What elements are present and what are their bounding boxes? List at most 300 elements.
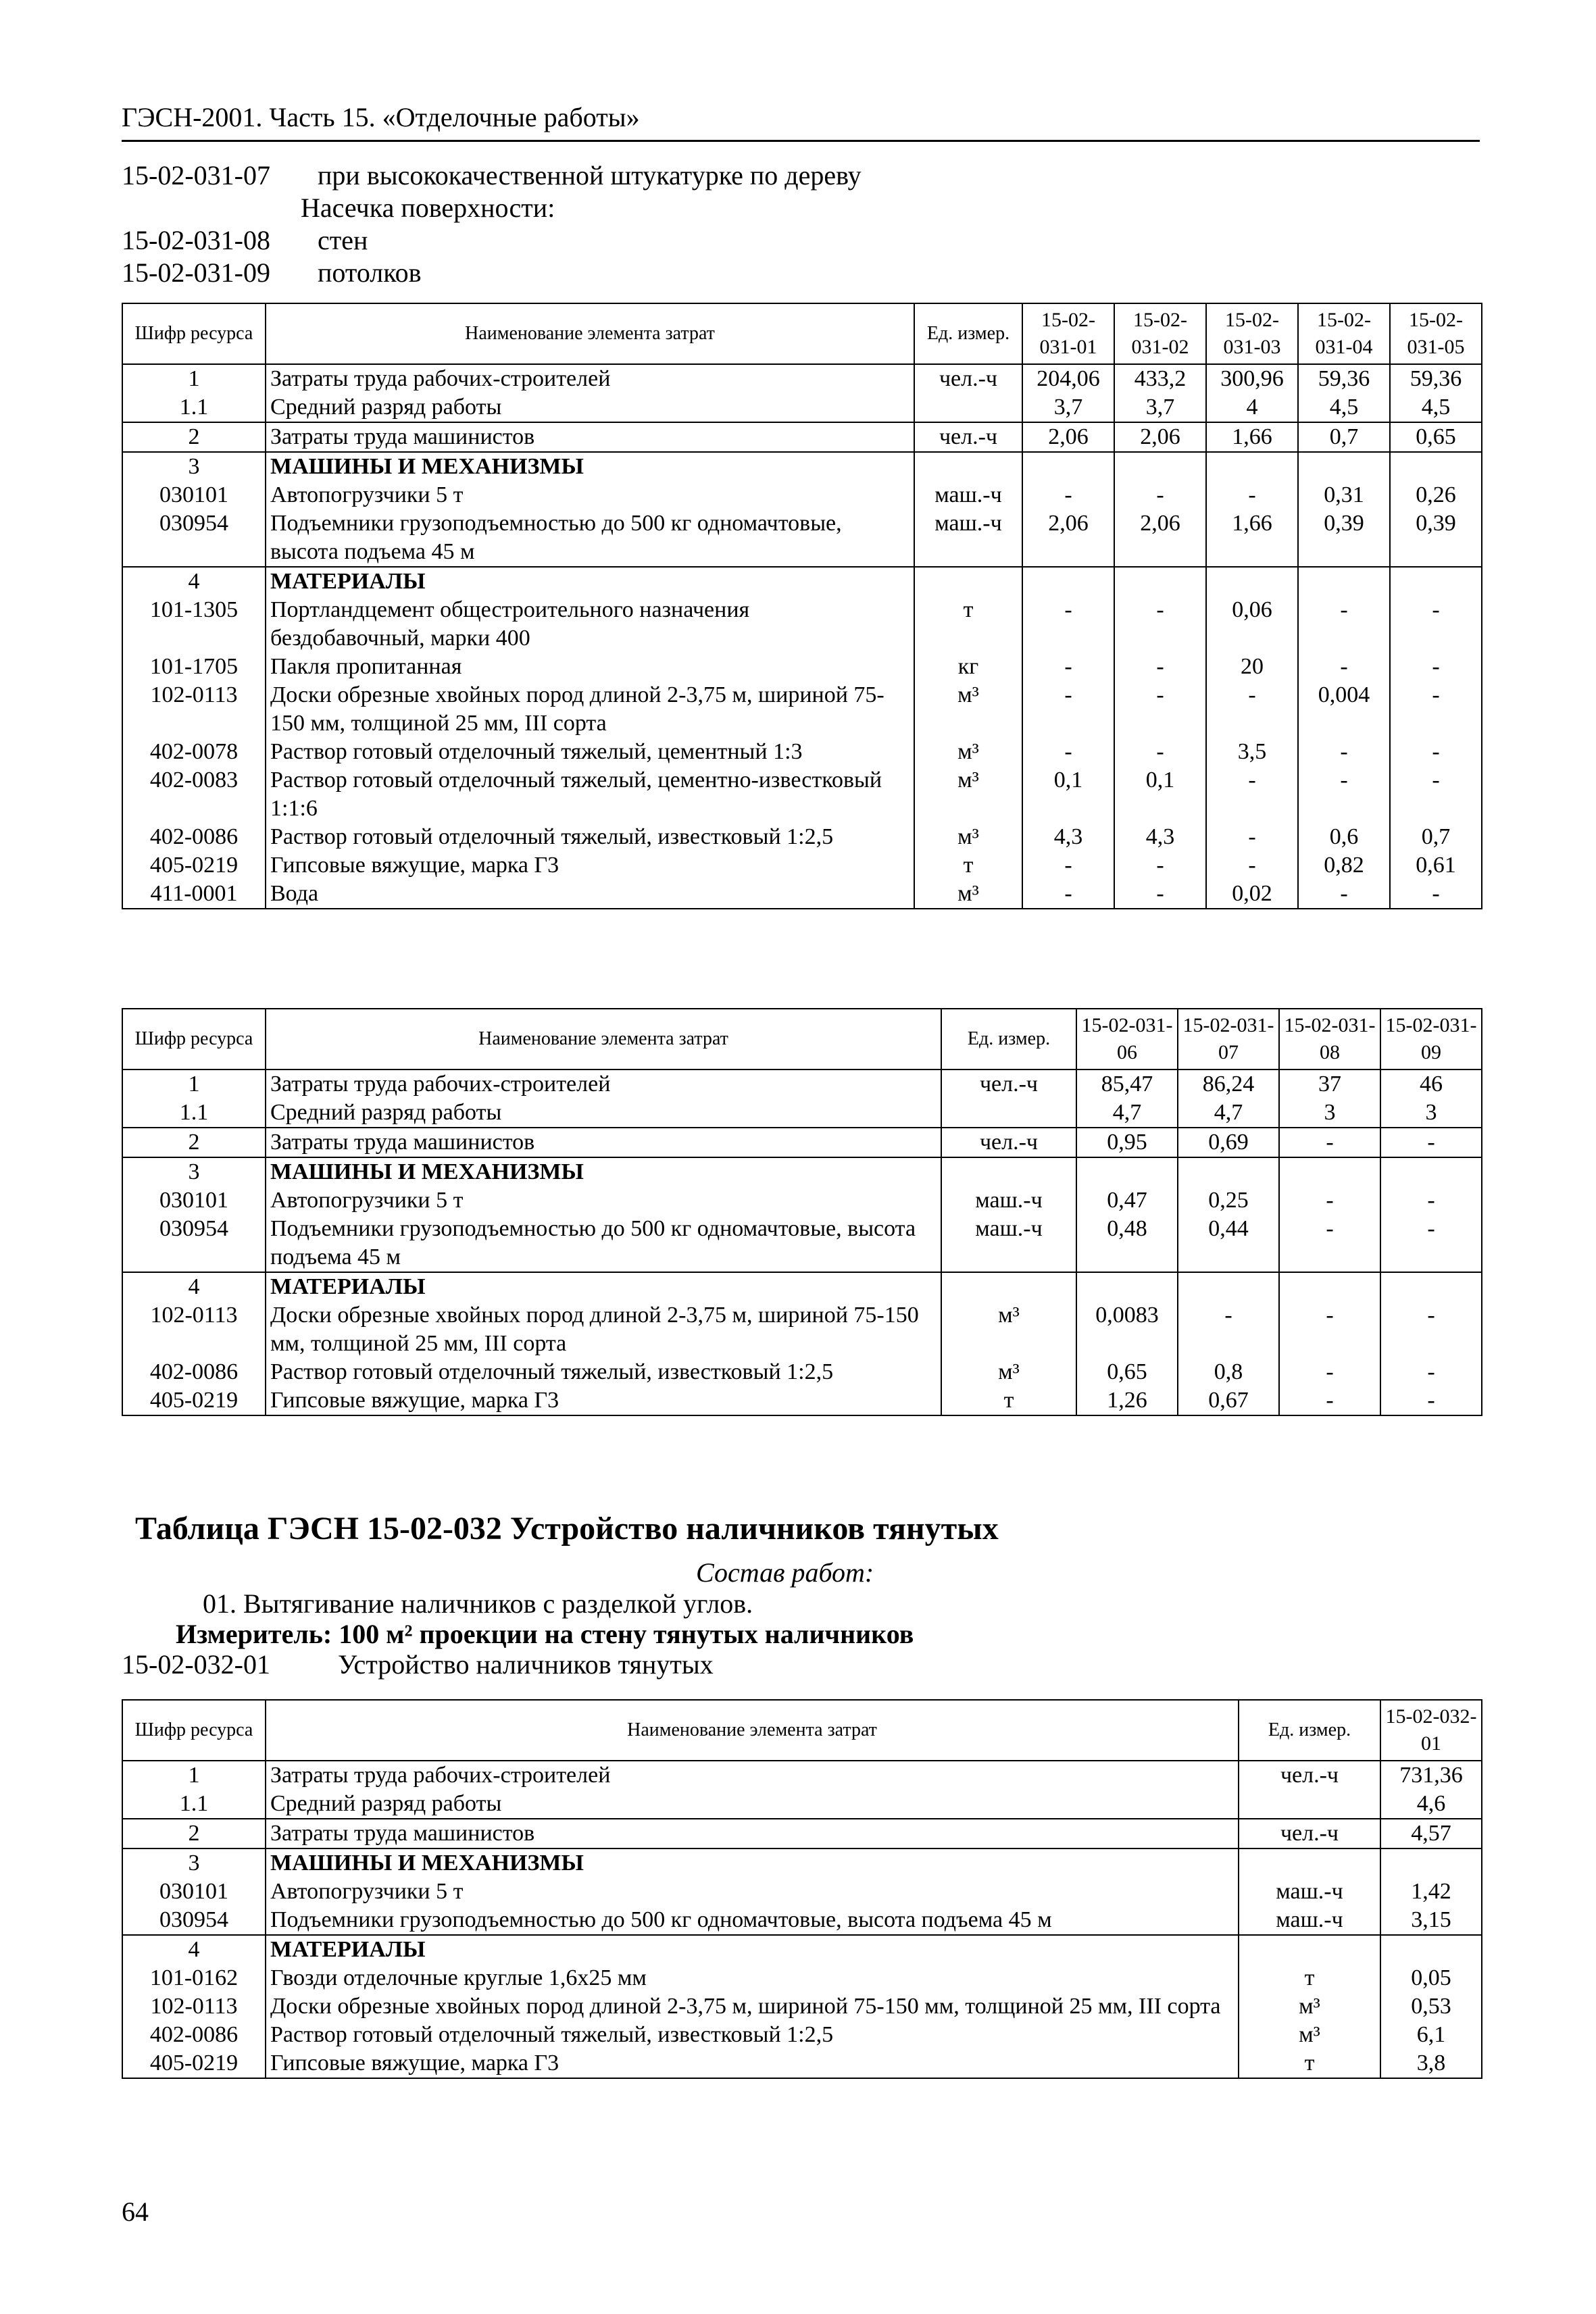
resource-unit: маш.-ч xyxy=(914,481,1022,509)
resource-code: 030101 xyxy=(122,481,266,509)
resource-code: 402-0086 xyxy=(122,1358,266,1386)
column-header-variant: 15-02-031-07 xyxy=(1178,1009,1279,1070)
table-row xyxy=(122,1761,1482,1790)
resource-value: - xyxy=(1298,880,1390,909)
resource-name: Подъемники грузоподъемностью до 500 кг одномачтовые, высота подъема 45 м xyxy=(266,1215,941,1272)
resource-name: Раствор готовый отделочный тяжелый, цементно-известковый 1:1:6 xyxy=(266,766,914,823)
resource-unit xyxy=(1239,1848,1380,1878)
resource-name: МАШИНЫ И МЕХАНИЗМЫ xyxy=(266,1157,941,1186)
table-row xyxy=(122,1790,1482,1819)
column-header-variant: 15-02-031-09 xyxy=(1380,1009,1482,1070)
resource-value: 204,06 xyxy=(1022,364,1114,393)
table-row xyxy=(122,1301,1482,1358)
resource-name: МАТЕРИАЛЫ xyxy=(266,567,914,596)
resource-value: 4,3 xyxy=(1114,823,1206,851)
resource-value: - xyxy=(1022,481,1114,509)
resource-value: 85,47 xyxy=(1076,1070,1178,1099)
resource-value: 1,66 xyxy=(1206,422,1298,452)
resource-code: 3 xyxy=(122,452,266,481)
resource-value xyxy=(1206,452,1298,481)
resource-value xyxy=(1390,452,1482,481)
resource-value: 300,96 xyxy=(1206,364,1298,393)
resource-value: - xyxy=(1380,1128,1482,1157)
resource-value: 0,6 xyxy=(1298,823,1390,851)
resource-code: 030954 xyxy=(122,1906,266,1935)
resource-unit: маш.-ч xyxy=(1239,1906,1380,1935)
variant-code: 15-02-031-08 xyxy=(122,224,270,255)
table-row xyxy=(122,1386,1482,1415)
resource-value: 0,05 xyxy=(1380,1964,1482,1992)
resource-value: - xyxy=(1022,738,1114,766)
resource-value: 4,7 xyxy=(1178,1099,1279,1128)
resource-value xyxy=(1076,1157,1178,1186)
resource-value: 0,31 xyxy=(1298,481,1390,509)
resource-value xyxy=(1022,452,1114,481)
resource-value: 433,2 xyxy=(1114,364,1206,393)
resource-value: 3,7 xyxy=(1114,393,1206,422)
resource-code: 1 xyxy=(122,1070,266,1099)
resource-name: Гипсовые вяжущие, марка Г3 xyxy=(266,1386,941,1415)
resource-value xyxy=(1380,1157,1482,1186)
work-item: 01. Вытягивание наличников с разделкой углов. xyxy=(203,1588,753,1619)
subsection-header xyxy=(122,1649,714,1680)
table-row xyxy=(122,880,1482,909)
resource-unit: т xyxy=(914,851,1022,880)
column-header-unit: Ед. измер. xyxy=(1239,1700,1380,1761)
resource-value xyxy=(1298,452,1390,481)
resource-unit xyxy=(941,1099,1076,1128)
table-row xyxy=(122,1878,1482,1906)
resource-name: Автопогрузчики 5 т xyxy=(266,481,914,509)
table-header-row xyxy=(122,1700,1482,1761)
resource-code: 405-0219 xyxy=(122,2049,266,2078)
resource-unit: чел.-ч xyxy=(914,422,1022,452)
resource-unit xyxy=(1239,1790,1380,1819)
resource-unit xyxy=(941,1157,1076,1186)
resource-code: 405-0219 xyxy=(122,1386,266,1415)
resource-unit: чел.-ч xyxy=(1239,1761,1380,1790)
table-row xyxy=(122,1099,1482,1128)
variant-row xyxy=(122,191,862,224)
resource-name: Раствор готовый отделочный тяжелый, известковый 1:2,5 xyxy=(266,2021,1239,2049)
resource-value xyxy=(1380,1848,1482,1878)
resource-unit: м³ xyxy=(914,766,1022,823)
resource-unit xyxy=(914,567,1022,596)
variant-row xyxy=(122,256,862,288)
resource-value: 3,7 xyxy=(1022,393,1114,422)
resource-value: 0,82 xyxy=(1298,851,1390,880)
resource-value xyxy=(1178,1272,1279,1301)
column-header-variant: 15-02-031-05 xyxy=(1390,303,1482,364)
resource-value: 20 xyxy=(1206,653,1298,681)
resource-name: МАТЕРИАЛЫ xyxy=(266,1935,1239,1964)
resource-table-1 xyxy=(122,303,1482,909)
resource-value: - xyxy=(1390,738,1482,766)
table-row xyxy=(122,509,1482,567)
resource-code: 402-0086 xyxy=(122,823,266,851)
resource-value: 0,004 xyxy=(1298,681,1390,738)
resource-name: Средний разряд работы xyxy=(266,393,914,422)
table-header-row xyxy=(122,303,1482,364)
resource-code: 2 xyxy=(122,1128,266,1157)
resource-name: Затраты труда рабочих-строителей xyxy=(266,364,914,393)
table-header-row xyxy=(122,1009,1482,1070)
resource-code: 3 xyxy=(122,1157,266,1186)
subsection-code: 15-02-032-01 xyxy=(122,1649,270,1680)
resource-code: 030954 xyxy=(122,509,266,567)
resource-value: 0,95 xyxy=(1076,1128,1178,1157)
resource-name: Средний разряд работы xyxy=(266,1790,1239,1819)
resource-code: 411-0001 xyxy=(122,880,266,909)
resource-value xyxy=(1076,1272,1178,1301)
resource-code: 030954 xyxy=(122,1215,266,1272)
column-header-name: Наименование элемента затрат xyxy=(266,1700,1239,1761)
resource-value: 0,26 xyxy=(1390,481,1482,509)
resource-code: 2 xyxy=(122,1819,266,1848)
resource-value: 0,1 xyxy=(1114,766,1206,823)
resource-value: 0,0083 xyxy=(1076,1301,1178,1358)
resource-value: - xyxy=(1206,681,1298,738)
resource-name: Раствор готовый отделочный тяжелый, известковый 1:2,5 xyxy=(266,1358,941,1386)
resource-unit xyxy=(914,452,1022,481)
resource-code: 1.1 xyxy=(122,1790,266,1819)
resource-unit xyxy=(914,393,1022,422)
resource-table-3 xyxy=(122,1699,1482,2079)
resource-name: Затраты труда машинистов xyxy=(266,1128,941,1157)
resource-code: 101-1705 xyxy=(122,653,266,681)
variant-code: 15-02-031-07 xyxy=(122,159,270,191)
resource-value: - xyxy=(1390,681,1482,738)
resource-value: - xyxy=(1114,596,1206,653)
column-header-variant: 15-02-031-02 xyxy=(1114,303,1206,364)
page-header: ГЭСН-2001. Часть 15. «Отделочные работы» xyxy=(122,101,1480,142)
resource-value xyxy=(1279,1272,1380,1301)
resource-value: - xyxy=(1022,653,1114,681)
table-row xyxy=(122,481,1482,509)
resource-name: Портландцемент общестроительного назначения бездобавочный, марки 400 xyxy=(266,596,914,653)
resource-value: 4,57 xyxy=(1380,1819,1482,1848)
resource-value: - xyxy=(1279,1128,1380,1157)
resource-value: 59,36 xyxy=(1390,364,1482,393)
resource-unit: чел.-ч xyxy=(914,364,1022,393)
resource-name: Затраты труда машинистов xyxy=(266,422,914,452)
resource-name: Гипсовые вяжущие, марка Г3 xyxy=(266,851,914,880)
column-header-variant: 15-02-032-01 xyxy=(1380,1700,1482,1761)
resource-unit: м³ xyxy=(914,823,1022,851)
resource-value: 0,25 xyxy=(1178,1186,1279,1215)
resource-unit: чел.-ч xyxy=(941,1070,1076,1099)
resource-name: МАШИНЫ И МЕХАНИЗМЫ xyxy=(266,452,914,481)
resource-name: Раствор готовый отделочный тяжелый, цементный 1:3 xyxy=(266,738,914,766)
table-row xyxy=(122,567,1482,596)
resource-code: 402-0086 xyxy=(122,2021,266,2049)
resource-code: 1.1 xyxy=(122,393,266,422)
resource-name: Гвозди отделочные круглые 1,6x25 мм xyxy=(266,1964,1239,1992)
resource-value: 4,5 xyxy=(1298,393,1390,422)
resource-value: 0,7 xyxy=(1390,823,1482,851)
resource-value: - xyxy=(1298,738,1390,766)
resource-value: 0,47 xyxy=(1076,1186,1178,1215)
unit-of-measure: Измеритель: 100 м² проекции на стену тянутых наличников xyxy=(176,1619,914,1649)
table-row xyxy=(122,1935,1482,1964)
resource-unit: м³ xyxy=(1239,1992,1380,2021)
resource-value: - xyxy=(1022,681,1114,738)
column-header-variant: 15-02-031-04 xyxy=(1298,303,1390,364)
resource-value xyxy=(1206,567,1298,596)
table-row xyxy=(122,1848,1482,1878)
resource-unit: т xyxy=(941,1386,1076,1415)
resource-value: - xyxy=(1206,851,1298,880)
resource-value: 4,7 xyxy=(1076,1099,1178,1128)
resource-value: 46 xyxy=(1380,1070,1482,1099)
section-title: Таблица ГЭСН 15-02-032 Устройство наличников тянутых xyxy=(135,1511,999,1546)
resource-unit: м³ xyxy=(1239,2021,1380,2049)
resource-value: 0,7 xyxy=(1298,422,1390,452)
resource-value: - xyxy=(1114,681,1206,738)
resource-value: 0,53 xyxy=(1380,1992,1482,2021)
resource-value: - xyxy=(1380,1215,1482,1272)
resource-value: - xyxy=(1022,880,1114,909)
resource-value: 731,36 xyxy=(1380,1761,1482,1790)
resource-value: - xyxy=(1380,1358,1482,1386)
resource-name: Доски обрезные хвойных пород длиной 2-3,75 м, шириной 75-150 мм, толщиной 25 мм, III сорта xyxy=(266,681,914,738)
variant-list xyxy=(122,159,862,288)
resource-value xyxy=(1380,1272,1482,1301)
work-composition-label: Состав работ: xyxy=(696,1557,874,1588)
resource-value: - xyxy=(1279,1358,1380,1386)
resource-value: - xyxy=(1279,1186,1380,1215)
table-row xyxy=(122,1128,1482,1157)
table-row xyxy=(122,653,1482,681)
resource-value: 2,06 xyxy=(1114,422,1206,452)
resource-value: - xyxy=(1022,596,1114,653)
resource-value: - xyxy=(1114,738,1206,766)
table-row xyxy=(122,1964,1482,1992)
resource-code: 402-0083 xyxy=(122,766,266,823)
resource-value: - xyxy=(1298,653,1390,681)
resource-table-2 xyxy=(122,1008,1482,1416)
resource-name: Вода xyxy=(266,880,914,909)
resource-value: 6,1 xyxy=(1380,2021,1482,2049)
variant-text: потолков xyxy=(318,257,422,288)
resource-value: 0,65 xyxy=(1076,1358,1178,1386)
resource-value: - xyxy=(1206,823,1298,851)
column-header-name: Наименование элемента затрат xyxy=(266,1009,941,1070)
resource-code: 405-0219 xyxy=(122,851,266,880)
variant-text: при высококачественной штукатурке по дереву xyxy=(318,159,862,191)
resource-value: 3,5 xyxy=(1206,738,1298,766)
resource-value: - xyxy=(1178,1301,1279,1358)
column-header-name: Наименование элемента затрат xyxy=(266,303,914,364)
resource-name: Подъемники грузоподъемностью до 500 кг одномачтовые, высота подъема 45 м xyxy=(266,1906,1239,1935)
resource-code: 1 xyxy=(122,1761,266,1790)
resource-name: Доски обрезные хвойных пород длиной 2-3,75 м, шириной 75-150 мм, толщиной 25 мм, III сорта xyxy=(266,1301,941,1358)
resource-value: - xyxy=(1390,766,1482,823)
resource-value: - xyxy=(1279,1386,1380,1415)
resource-value: 0,02 xyxy=(1206,880,1298,909)
table-row xyxy=(122,823,1482,851)
variant-text: стен xyxy=(318,224,368,255)
resource-code: 4 xyxy=(122,567,266,596)
resource-value: - xyxy=(1380,1301,1482,1358)
table-row xyxy=(122,681,1482,738)
resource-value: 1,66 xyxy=(1206,509,1298,567)
resource-name: Автопогрузчики 5 т xyxy=(266,1186,941,1215)
resource-value: 0,69 xyxy=(1178,1128,1279,1157)
table-row xyxy=(122,393,1482,422)
resource-value: - xyxy=(1279,1301,1380,1358)
resource-value: - xyxy=(1380,1386,1482,1415)
resource-value xyxy=(1114,567,1206,596)
resource-name: МАШИНЫ И МЕХАНИЗМЫ xyxy=(266,1848,1239,1878)
resource-value: - xyxy=(1114,880,1206,909)
resource-unit: маш.-ч xyxy=(914,509,1022,567)
table-row xyxy=(122,364,1482,393)
column-header-variant: 15-02-031-01 xyxy=(1022,303,1114,364)
variant-code: 15-02-031-09 xyxy=(122,257,270,288)
resource-name: Доски обрезные хвойных пород длиной 2-3,75 м, шириной 75-150 мм, толщиной 25 мм, III сорта xyxy=(266,1992,1239,2021)
table-row xyxy=(122,1215,1482,1272)
resource-value: 4,5 xyxy=(1390,393,1482,422)
resource-value: 3 xyxy=(1380,1099,1482,1128)
variant-row xyxy=(122,224,862,256)
resource-value: - xyxy=(1390,880,1482,909)
resource-name: Подъемники грузоподъемностью до 500 кг одномачтовые, высота подъема 45 м xyxy=(266,509,914,567)
table-row xyxy=(122,596,1482,653)
column-header-unit: Ед. измер. xyxy=(914,303,1022,364)
resource-unit xyxy=(1239,1935,1380,1964)
resource-code: 402-0078 xyxy=(122,738,266,766)
column-header-variant: 15-02-031-06 xyxy=(1076,1009,1178,1070)
resource-code: 102-0113 xyxy=(122,1992,266,2021)
resource-value: - xyxy=(1114,653,1206,681)
resource-value: 3 xyxy=(1279,1099,1380,1128)
resource-value: 0,48 xyxy=(1076,1215,1178,1272)
resource-code: 2 xyxy=(122,422,266,452)
resource-name: Затраты труда рабочих-строителей xyxy=(266,1070,941,1099)
resource-value: - xyxy=(1390,596,1482,653)
table-row xyxy=(122,1819,1482,1848)
resource-unit: маш.-ч xyxy=(941,1215,1076,1272)
table-row xyxy=(122,1272,1482,1301)
variant-row xyxy=(122,159,862,191)
resource-unit: м³ xyxy=(941,1358,1076,1386)
resource-name: Затраты труда рабочих-строителей xyxy=(266,1761,1239,1790)
table-row xyxy=(122,1157,1482,1186)
resource-name: Пакля пропитанная xyxy=(266,653,914,681)
table-row xyxy=(122,766,1482,823)
resource-unit: м³ xyxy=(914,738,1022,766)
table-row xyxy=(122,1186,1482,1215)
resource-code: 102-0113 xyxy=(122,681,266,738)
table-row xyxy=(122,2049,1482,2078)
resource-unit: т xyxy=(1239,2049,1380,2078)
resource-code: 3 xyxy=(122,1848,266,1878)
resource-unit: м³ xyxy=(941,1301,1076,1358)
table-row xyxy=(122,1906,1482,1935)
resource-value: - xyxy=(1298,766,1390,823)
resource-code: 030101 xyxy=(122,1878,266,1906)
resource-value: 2,06 xyxy=(1022,509,1114,567)
resource-code: 101-0162 xyxy=(122,1964,266,1992)
resource-value: 0,06 xyxy=(1206,596,1298,653)
resource-value xyxy=(1390,567,1482,596)
resource-unit: т xyxy=(914,596,1022,653)
resource-value: 4,3 xyxy=(1022,823,1114,851)
subsection-text: Устройство наличников тянутых xyxy=(338,1649,714,1680)
column-header-unit: Ед. измер. xyxy=(941,1009,1076,1070)
resource-value: - xyxy=(1206,481,1298,509)
resource-value xyxy=(1380,1935,1482,1964)
variant-text: Насечка поверхности: xyxy=(301,192,555,223)
table-row xyxy=(122,422,1482,452)
resource-value xyxy=(1298,567,1390,596)
resource-value xyxy=(1279,1157,1380,1186)
resource-value: - xyxy=(1390,653,1482,681)
resource-value: 4,6 xyxy=(1380,1790,1482,1819)
resource-value: 2,06 xyxy=(1114,509,1206,567)
resource-code: 1.1 xyxy=(122,1099,266,1128)
resource-value: 2,06 xyxy=(1022,422,1114,452)
resource-name: Автопогрузчики 5 т xyxy=(266,1878,1239,1906)
resource-value: 1,42 xyxy=(1380,1878,1482,1906)
resource-value: 0,1 xyxy=(1022,766,1114,823)
resource-value: 0,61 xyxy=(1390,851,1482,880)
column-header-code: Шифр ресурса xyxy=(122,1700,266,1761)
resource-value: - xyxy=(1114,481,1206,509)
resource-value: 4 xyxy=(1206,393,1298,422)
resource-value xyxy=(1178,1157,1279,1186)
resource-value: 1,26 xyxy=(1076,1386,1178,1415)
resource-unit: чел.-ч xyxy=(1239,1819,1380,1848)
column-header-variant: 15-02-031-08 xyxy=(1279,1009,1380,1070)
resource-name: Средний разряд работы xyxy=(266,1099,941,1128)
resource-unit: маш.-ч xyxy=(941,1186,1076,1215)
resource-code: 101-1305 xyxy=(122,596,266,653)
resource-value: - xyxy=(1279,1215,1380,1272)
resource-code: 4 xyxy=(122,1272,266,1301)
table-row xyxy=(122,452,1482,481)
resource-value: 0,8 xyxy=(1178,1358,1279,1386)
resource-value: - xyxy=(1022,851,1114,880)
resource-value: - xyxy=(1298,596,1390,653)
resource-value xyxy=(1022,567,1114,596)
resource-value: - xyxy=(1114,851,1206,880)
resource-value: 86,24 xyxy=(1178,1070,1279,1099)
resource-unit: т xyxy=(1239,1964,1380,1992)
resource-value: 3,8 xyxy=(1380,2049,1482,2078)
resource-value: 0,67 xyxy=(1178,1386,1279,1415)
column-header-variant: 15-02-031-03 xyxy=(1206,303,1298,364)
resource-value: 3,15 xyxy=(1380,1906,1482,1935)
resource-value xyxy=(1114,452,1206,481)
table-row xyxy=(122,1992,1482,2021)
resource-unit: м³ xyxy=(914,880,1022,909)
resource-value: - xyxy=(1380,1186,1482,1215)
table-row xyxy=(122,2021,1482,2049)
table-row xyxy=(122,1358,1482,1386)
resource-unit xyxy=(941,1272,1076,1301)
resource-value: 0,65 xyxy=(1390,422,1482,452)
resource-name: Гипсовые вяжущие, марка Г3 xyxy=(266,2049,1239,2078)
resource-code: 102-0113 xyxy=(122,1301,266,1358)
table-row xyxy=(122,851,1482,880)
resource-code: 030101 xyxy=(122,1186,266,1215)
table-row xyxy=(122,738,1482,766)
resource-value: - xyxy=(1206,766,1298,823)
resource-name: Раствор готовый отделочный тяжелый, известковый 1:2,5 xyxy=(266,823,914,851)
resource-value: 0,39 xyxy=(1298,509,1390,567)
